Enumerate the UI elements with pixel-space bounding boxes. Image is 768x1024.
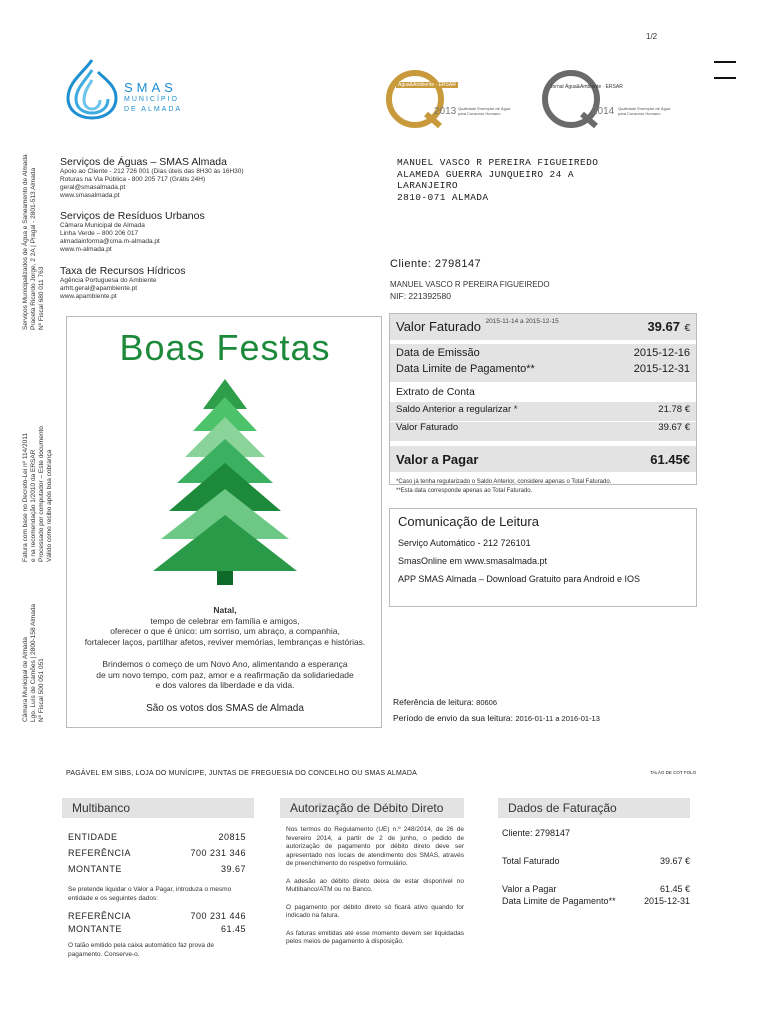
billing-notes <box>396 478 611 496</box>
smas-logo-icon <box>62 56 122 120</box>
emission-label: Data de Emissão <box>396 347 480 359</box>
web-link[interactable]: www.apambiente.pt <box>60 293 117 300</box>
extract-block <box>390 402 696 441</box>
billing-note1: *Caso já tenha regularizado o Saldo Anterior, considere apenas o Total Faturado. <box>396 479 612 485</box>
debito-title: Autorização de Débito Direto <box>280 798 464 818</box>
multibanco-montante: 39.67 <box>220 864 246 874</box>
brand-line3: DE ALMADA <box>124 106 183 113</box>
seal-name: Água&Ambiente · ERSAR <box>398 82 456 88</box>
multibanco-entidade: 20815 <box>218 832 246 842</box>
recipient-address <box>397 157 598 203</box>
faturado-label: Valor Faturado <box>396 422 459 433</box>
payable-line: PAGÁVEL EM SIBS, LOJA DO MUNÍCIPE, JUNTAS DE FREGUESIA DO CONCELHO OU SMAS ALMADA <box>66 770 417 777</box>
billing-note2: **Esta data corresponde apenas ao Total Faturado. <box>396 488 533 494</box>
brand-line2: MUNICÍPIO <box>124 96 179 103</box>
side-text-mid: Fatura com base no Decreto-Lei nº 114/2011 e na recomendação 1/2010 da ERSAR Processado por computador – Este documento Válido como recibo após boa cobrança <box>22 426 53 562</box>
faturacao-client: Cliente: 2798147 <box>502 828 571 838</box>
multibanco-referencia: 700 231 346 <box>190 848 246 858</box>
service-waste: Serviços de Resíduos Urbanos Câmara Municipal de Almada Linha Verde – 800 206 017 almadainforma@cma.m-almada.pt www.m-almada.pt <box>60 210 290 254</box>
service-title: Serviços de Águas – SMAS Almada <box>60 156 227 168</box>
fold-mark <box>714 61 736 63</box>
side-text-bottom: Câmara Municipal de Almada Lgo. Luís de Camões | 2800-158 Almada Nº Fiscal 500 051 051 <box>22 603 45 722</box>
web-link[interactable]: www.m-almada.pt <box>60 246 112 253</box>
seal-caption: Qualidade Exemplar de Água para Consumo Humano <box>458 106 511 116</box>
email-link[interactable]: geral@smasalmada.pt <box>60 184 126 191</box>
saldo-value: 21.78 € <box>658 404 690 415</box>
seal-year: 2013 <box>434 106 457 117</box>
faturacao-total: 39.67 € <box>659 856 690 866</box>
web-link[interactable]: www.smasalmada.pt <box>60 192 120 199</box>
extract-label: Extrato de Conta <box>396 386 475 398</box>
recipient-address1: ALAMEDA GUERRA JUNQUEIRO 24 A <box>397 168 574 180</box>
reading-auto-service: Serviço Automático - 212 726101 <box>398 538 531 548</box>
client-nif: NIF: 221392580 <box>390 291 451 301</box>
page-number: 1/2 <box>646 32 658 41</box>
pagar-value: 61.45€ <box>650 451 690 467</box>
reading-app: APP SMAS Almada – Download Gratuito para Android e IOS <box>398 574 640 584</box>
greeting-title: Boas Festas <box>119 327 331 368</box>
due-date: 2015-12-31 <box>633 363 690 375</box>
greeting-card <box>66 316 382 728</box>
due-label: Data Limite de Pagamento** <box>396 363 535 375</box>
email-link[interactable]: arhtt.geral@apambiente.pt <box>60 285 138 292</box>
seal-caption: Qualidade Exemplar de Água para Consumo Humano <box>618 106 671 116</box>
brand-name: SMAS <box>124 80 177 95</box>
service-water: Serviços de Águas – SMAS Almada Apoio ao Cliente - 212 726 001 (Dias úteis das 8H30 às 16H30) Roturas na Via Pública - 800 205 717 (Grátis 24H) geral@smasalmada.pt www.smasalmada.pt <box>60 156 290 200</box>
seal-year: 2014 <box>592 106 615 117</box>
debito-p4: As faturas emitidas até esse momento devem ser liquidadas pelos meios de pagamento à disposição. <box>286 929 464 945</box>
faturacao-limite: 2015-12-31 <box>643 896 690 906</box>
quality-seal-icon <box>386 70 444 128</box>
service-title: Taxa de Recursos Hídricos <box>60 265 186 277</box>
faturacao-title: Dados de Faturação <box>498 798 690 818</box>
valor-faturado-value: 39.67 <box>647 319 680 334</box>
multibanco-referencia-total: 700 231 446 <box>190 911 246 921</box>
reading-reference: Referência de leitura: 80606 <box>393 697 498 707</box>
pagar-label: Valor a Pagar <box>396 451 479 467</box>
christmas-tree-icon <box>147 379 303 589</box>
recipient-address2: LARANJEIRO <box>397 180 459 191</box>
debito-p1: Nos termos do Regulamento (UE) n.º 248/2014, de 26 de fevereiro 2014, a partir de 2 de junho, o pedido de autorização de pagamento por débito direto deve ser apresentado nos locais de atendimento dos SMAS, através de preenchimento do respetivo formulário. <box>286 826 464 867</box>
seal-name: Jornal Água&Ambiente · ERSAR <box>550 84 623 90</box>
fold-mark <box>714 77 736 79</box>
faturacao-box: Dados de Faturação Cliente: 2798147 Total Faturado 39.67 € Valor a Pagar 61.45 € Data Limite de Pagamento** 2015-12-31 <box>498 798 690 908</box>
dates-block <box>390 344 696 382</box>
valor-faturado-row <box>390 314 696 340</box>
billing-panel <box>389 313 697 485</box>
email-link[interactable]: almadainforma@cma.m-almada.pt <box>60 238 160 245</box>
multibanco-montante-total: 61.45 <box>220 924 246 934</box>
side-text-top: Serviços Municipalizados de Água e Saneamento de Almada Praceta Ricardo Jorge, 2 2A | Pragal - 2801-513 Almada Nº Fiscal 680 011 763 <box>22 154 45 330</box>
valor-faturado-label: Valor Faturado <box>396 319 482 334</box>
service-hydro: Taxa de Recursos Hídricos Agência Portuguesa do Ambiente arhtt.geral@apambiente.pt www.apambiente.pt <box>60 265 290 301</box>
pagar-row <box>390 446 696 472</box>
debito-box <box>280 798 464 947</box>
reading-online: SmasOnline em www.smasalmada.pt <box>398 556 548 566</box>
recipient-postal: 2810-071 ALMADA <box>397 191 489 203</box>
quality-seal-2013 <box>386 68 516 130</box>
debito-p3: O pagamento por débito direto só ficará ativo quando for indicado na fatura. <box>286 903 464 919</box>
greeting-poem: Natal, tempo de celebrar em família e amigos, oferecer o que é único: um sorriso, um abraço, a companhia, fortalecer laços, partilhar afetos, reviver memórias, lembranças e histórias. <box>84 605 366 647</box>
billing-period: 2015-11-14 a 2015-12-15 <box>485 318 559 325</box>
reading-box <box>389 508 697 607</box>
reading-online-link[interactable]: www.smasalmada.pt <box>464 556 548 566</box>
quality-seal-2014 <box>542 68 682 130</box>
client-name: MANUEL VASCO R PEREIRA FIGUEIREDO <box>390 280 550 289</box>
emission-date: 2015-12-16 <box>633 347 690 359</box>
saldo-label: Saldo Anterior a regularizar * <box>396 404 518 415</box>
reading-period-value: 2016-01-11 a 2016-01-13 <box>515 714 600 723</box>
quality-seal-icon <box>542 70 600 128</box>
client-number: Cliente: 2798147 <box>390 258 482 270</box>
multibanco-title: Multibanco <box>62 798 254 818</box>
greeting-paragraph: Brindemos o começo de um Novo Ano, alimentando a esperança de um novo tempo, com paz, amor e a reafirmação da solidariedade e dos valores da liberdade e da vida. <box>96 659 354 690</box>
currency: € <box>684 323 690 334</box>
faturacao-pagar: 61.45 € <box>659 884 690 894</box>
reading-reference-value: 80606 <box>476 698 498 707</box>
faturado-value: 39.67 € <box>658 422 690 433</box>
service-title: Serviços de Resíduos Urbanos <box>60 210 205 222</box>
multibanco-box: Multibanco ENTIDADE 20815 REFERÊNCIA 700 231 346 MONTANTE 39.67 Se pretende liquidar o Valor a Pagar, introduza o mesmo entidade e os seguintes dados: REFERÊNCIA 700 231 446 MONTANTE 61.45 O talão emitido pela caixa automático faz prova de pagamento. Conserve-o. <box>62 798 254 959</box>
tear-label: TALÃO DE COT FOLO <box>650 770 697 775</box>
recipient-name: MANUEL VASCO R PEREIRA FIGUEIREDO <box>397 157 599 168</box>
debito-p2: A adesão ao débito direto deixa de estar disponível no Multibanco/ATM ou no Banco. <box>286 877 464 893</box>
reading-title: Comunicação de Leitura <box>398 514 539 529</box>
reading-period: Período de envio da sua leitura: 2016-01-11 a 2016-01-13 <box>393 713 600 723</box>
multibanco-note: Se pretende liquidar o Valor a Pagar, introduza o mesmo entidade e os seguintes dados: <box>68 886 232 902</box>
greeting-signature: São os votos dos SMAS de Almada <box>146 703 304 714</box>
multibanco-footer: O talão emitido pela caixa automático faz prova de pagamento. Conserve-o. <box>68 942 214 958</box>
